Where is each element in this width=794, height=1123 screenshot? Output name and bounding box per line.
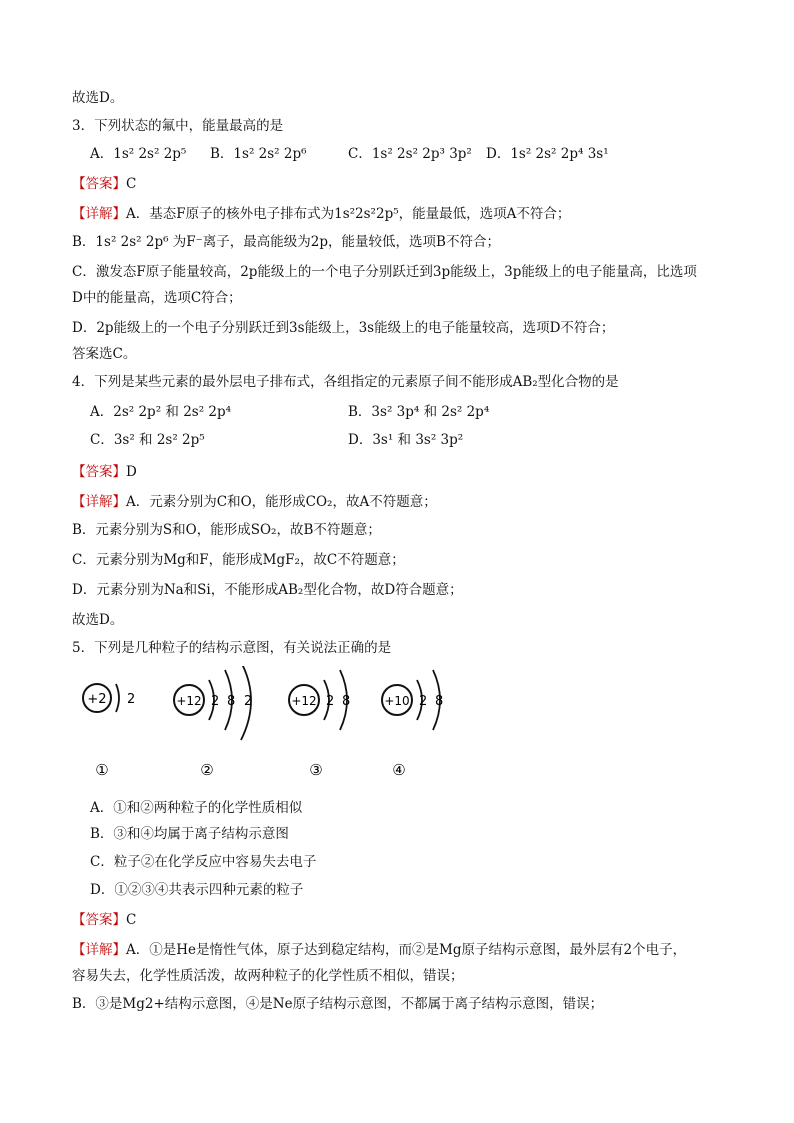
q5-detail-1: [72, 940, 686, 960]
q4-detail-3: C．元素分别为Mg和F，能形成MgF₂，故C不符题意；: [72, 552, 405, 568]
atomic-structure-diagrams: [72, 666, 452, 796]
answer-tag: 【答案】: [72, 464, 126, 480]
q3-answer: [72, 174, 136, 194]
q5-option-d: D．①②③④共表示四种元素的粒子: [90, 882, 304, 898]
q4-option-a: A．2s² 2p² 和 2s² 2p⁴: [90, 404, 232, 420]
question-4-stem: 4．下列是某些元素的最外层电子排布式，各组指定的元素原子间不能形成AB₂型化合物的是: [72, 374, 619, 390]
shell-electrons: 2: [244, 694, 253, 709]
nucleus-charge: +2: [87, 692, 107, 707]
shell-electrons: 2: [127, 692, 136, 707]
q4-option-d: D．3s¹ 和 3s² 3p²: [348, 432, 464, 448]
diagram-2: [174, 666, 252, 779]
answer-tag: 【答案】: [72, 176, 126, 192]
nucleus-charge: +12: [176, 694, 202, 708]
answer-value: D: [126, 464, 137, 480]
q4-option-b: B．3s² 3p⁴ 和 2s² 2p⁴: [348, 404, 490, 420]
shell-electrons: 8: [435, 694, 444, 709]
answer-tag: 【答案】: [72, 912, 126, 928]
nucleus-charge: +10: [384, 694, 410, 708]
q3-option-a: A．1s² 2s² 2p⁵: [90, 146, 187, 162]
detail-text: A．①是He是惰性气体，原子达到稳定结构，而②是Mg原子结构示意图，最外层有2个电子，: [126, 942, 687, 958]
shell-electrons: 8: [227, 694, 236, 709]
q4-detail-1: [72, 492, 437, 512]
diagram-label: ④: [392, 761, 406, 779]
shell-electrons: 8: [342, 694, 351, 709]
q5-option-a: A．①和②两种粒子的化学性质相似: [90, 800, 303, 816]
q4-detail-4: D．元素分别为Na和Si，不能形成AB₂型化合物，故D符合题意；: [72, 582, 463, 598]
q3-detail-2: B．1s² 2s² 2p⁶ 为F⁻离子，最高能级为2p，能量较低，选项B不符合；: [72, 234, 500, 250]
q3-detail-4: D．2p能级上的一个电子分别跃迁到3s能级上，3s能级上的电子能量较高，选项D不符合；: [72, 320, 615, 336]
q4-option-c: C．3s² 和 2s² 2p⁵: [90, 432, 205, 448]
detail-text: A．元素分别为C和O，能形成CO₂，故A不符题意；: [126, 494, 437, 510]
q5-detail-2: B．③是Mg2+结构示意图，④是Ne原子结构示意图，不都属于离子结构示意图，错误；: [72, 996, 604, 1012]
q5-detail-1b: 容易失去，化学性质活泼，故两种粒子的化学性质不相似，错误；: [72, 968, 464, 984]
q4-detail-2: B．元素分别为S和O，能形成SO₂，故B不符题意；: [72, 522, 381, 538]
q3-option-b: B．1s² 2s² 2p⁶: [210, 146, 307, 162]
q4-conclusion: 故选D。: [72, 612, 124, 628]
q4-answer: [72, 462, 137, 482]
question-3-stem: 3．下列状态的氟中，能量最高的是: [72, 118, 284, 134]
diagram-1: [83, 684, 135, 779]
answer-value: C: [126, 176, 137, 192]
detail-tag: 【详解】: [72, 206, 126, 222]
shell-electrons: 2: [419, 694, 428, 709]
q5-option-b: B．③和④均属于离子结构示意图: [90, 826, 289, 842]
answer-value: C: [126, 912, 137, 928]
diagram-3: [289, 670, 350, 779]
nucleus-charge: +12: [291, 694, 317, 708]
shell-electrons: 2: [211, 694, 220, 709]
diagram-4: [382, 670, 443, 779]
detail-text: A．基态F原子的核外电子排布式为1s²2s²2p⁵，能量最低，选项A不符合；: [126, 206, 571, 222]
question-5-stem: 5．下列是几种粒子的结构示意图，有关说法正确的是: [72, 640, 392, 656]
q5-answer: [72, 910, 136, 930]
q3-detail-1: [72, 204, 570, 224]
q3-conclusion: 答案选C。: [72, 346, 137, 362]
q3-detail-3: C．激发态F原子能量较高，2p能级上的一个电子分别跃迁到3p能级上，3p能级上的电子能量高，比选项: [72, 264, 697, 280]
shell-electrons: 2: [326, 694, 335, 709]
q5-option-c: C．粒子②在化学反应中容易失去电子: [90, 854, 317, 870]
diagram-label: ①: [95, 761, 109, 779]
q3-option-d: D．1s² 2s² 2p⁴ 3s¹: [486, 146, 609, 162]
diagram-label: ②: [200, 761, 214, 779]
detail-tag: 【详解】: [72, 942, 126, 958]
q3-detail-3b: D中的能量高，选项C符合；: [72, 290, 242, 306]
q3-option-c: C．1s² 2s² 2p³ 3p²: [348, 146, 472, 162]
text-line: 故选D。: [72, 90, 124, 106]
detail-tag: 【详解】: [72, 494, 126, 510]
diagram-label: ③: [309, 761, 323, 779]
